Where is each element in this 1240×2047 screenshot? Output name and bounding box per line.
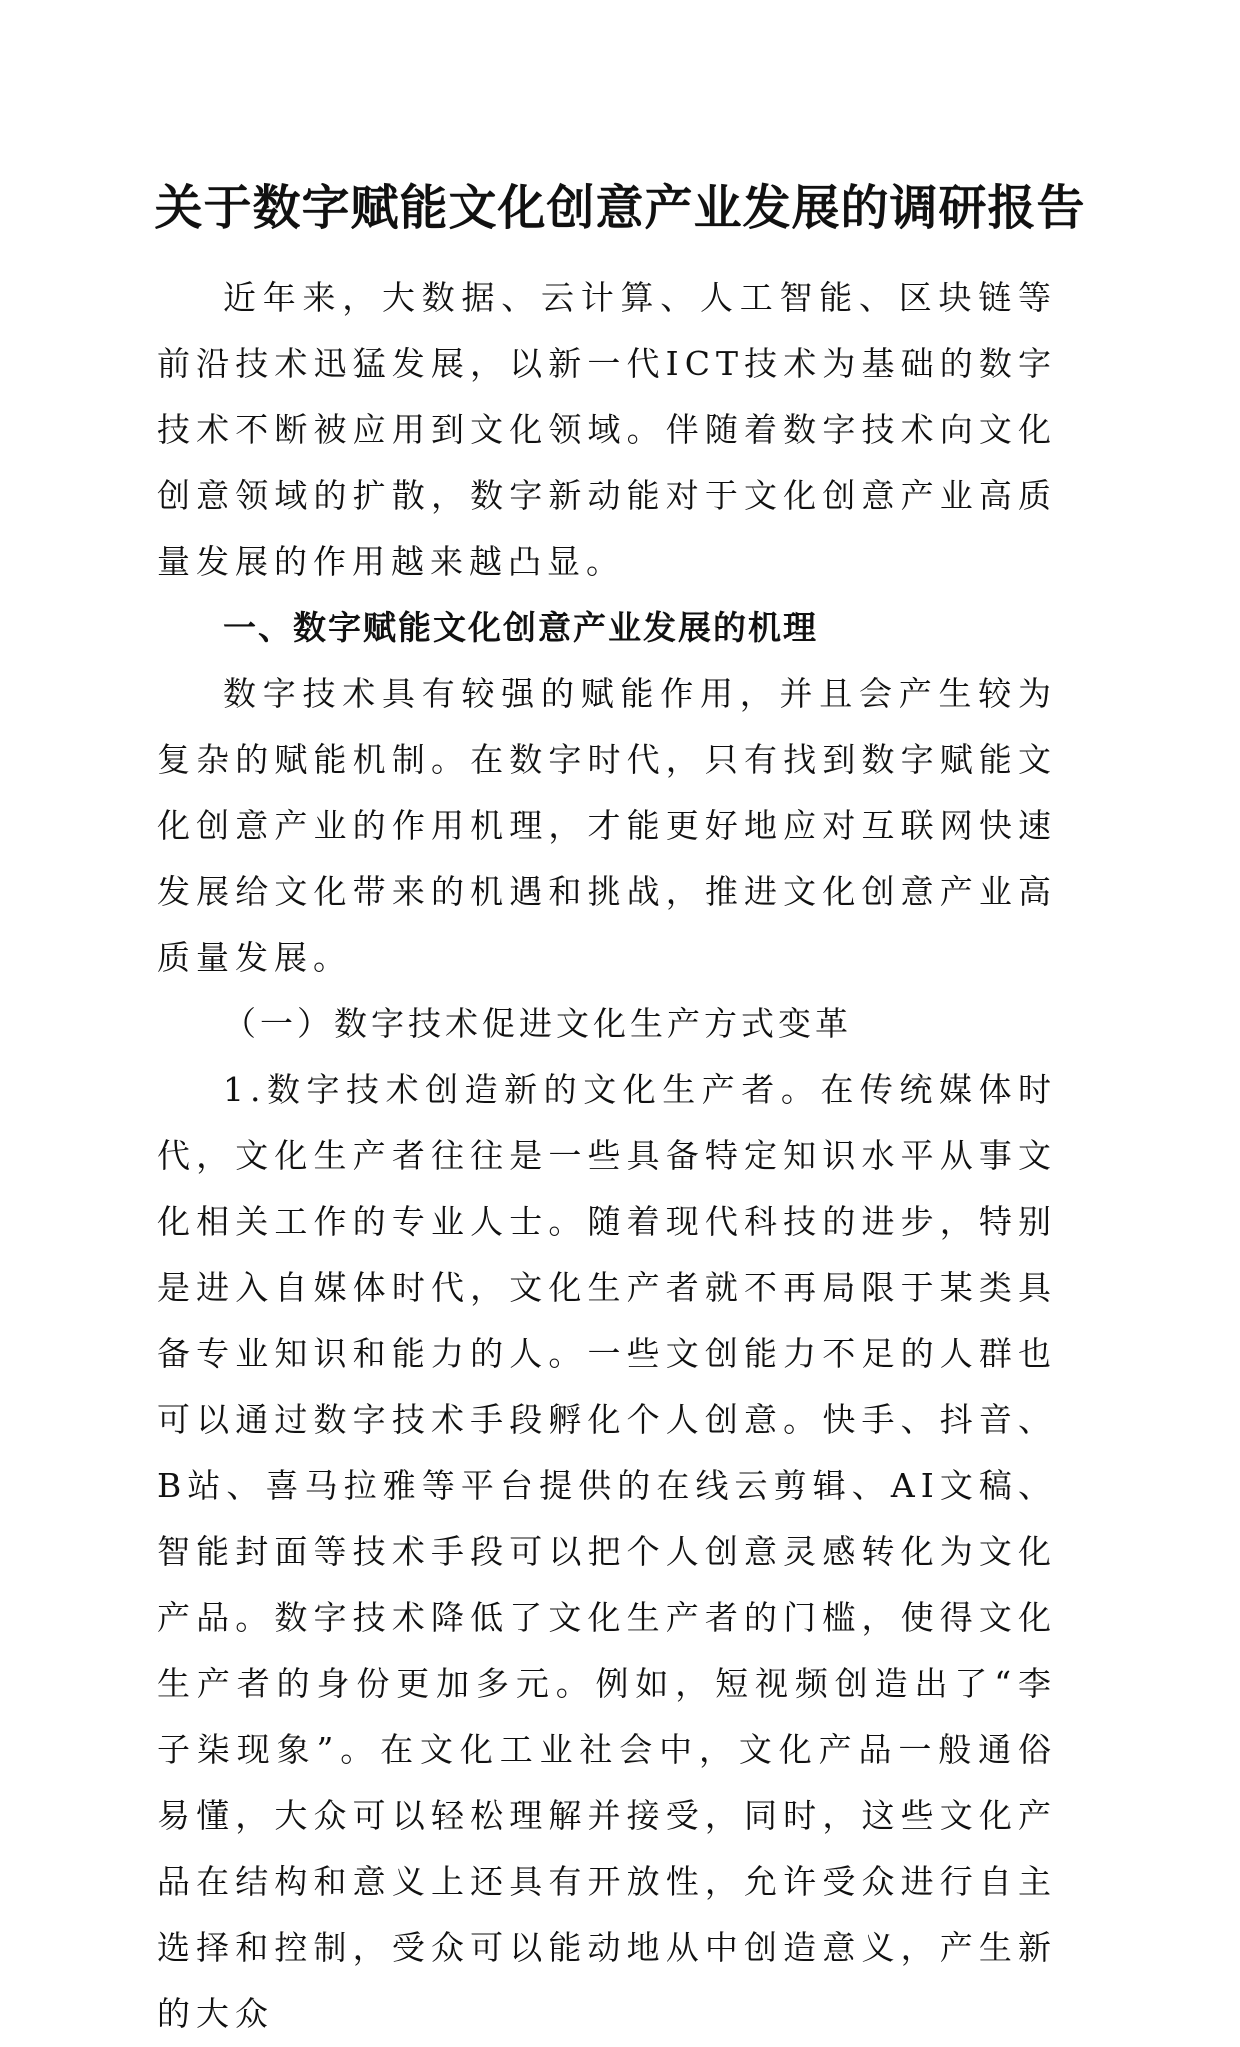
intro-paragraph: 近年来，大数据、云计算、人工智能、区块链等前沿技术迅猛发展，以新一代ICT技术为基础的数字技术不断被应用到文化领域。伴随着数字技术向文化创意领域的扩散，数字新动能对于文化创意产业高质量发展的作用越来越凸显。 xyxy=(157,278,1057,581)
document-title: 关于数字赋能文化创意产业发展的调研报告 xyxy=(154,180,1086,236)
subsection-heading: （一）数字技术促进文化生产方式变革 xyxy=(223,1004,852,1043)
document-body xyxy=(157,265,1057,2047)
point-paragraph: 1.数字技术创造新的文化生产者。在传统媒体时代，文化生产者往往是一些具备特定知识水平从事文化相关工作的专业人士。随着现代科技的进步，特别是进入自媒体时代，文化生产者就不再局限于某类具备专业知识和能力的人。一些文创能力不足的人群也可以通过数字技术手段孵化个人创意。快手、抖音、B站、喜马拉雅等平台提供的在线云剪辑、AI文稿、智能封面等技术手段可以把个人创意灵感转化为文化产品。数字技术降低了文化生产者的门槛，使得文化生产者的身份更加多元。例如，短视频创造出了“李子柒现象”。在文化工业社会中，文化产品一般通俗易懂，大众可以轻松理解并接受，同时，这些文化产品在结构和意义上还具有开放性，允许受众进行自主选择和控制，受众可以能动地从中创造意义，产生新的大众 xyxy=(157,1070,1057,2033)
section-paragraph: 数字技术具有较强的赋能作用，并且会产生较为复杂的赋能机制。在数字时代，只有找到数字赋能文化创意产业的作用机理，才能更好地应对互联网快速发展给文化带来的机遇和挑战，推进文化创意产业高质量发展。 xyxy=(157,674,1057,977)
section-heading: 一、数字赋能文化创意产业发展的机理 xyxy=(223,608,818,647)
